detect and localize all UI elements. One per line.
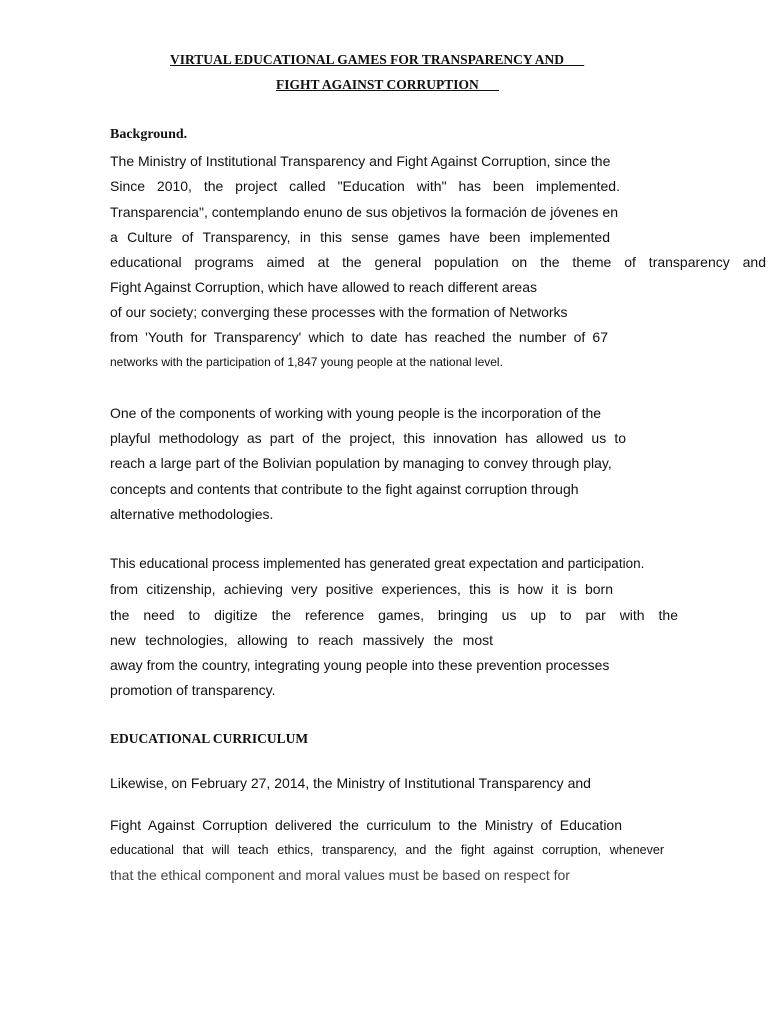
background-line: a Culture of Transparency, in this sense games have been implemented [110, 229, 610, 245]
paragraph-3-line: promotion of transparency. [110, 682, 276, 698]
paragraph-2-line: alternative methodologies. [110, 506, 274, 522]
curriculum-line: that the ethical component and moral values must be based on respect for [110, 867, 570, 883]
paragraph-2-line: concepts and contents that contribute to the fight against corruption through [110, 481, 579, 497]
background-line: Since 2010, the project called "Education with" has been implemented. [110, 178, 620, 194]
paragraph-2-line: playful methodology as part of the project, this innovation has allowed us to [110, 430, 626, 446]
paragraph-2-line: reach a large part of the Bolivian population by managing to convey through play, [110, 455, 612, 471]
curriculum-line: Likewise, on February 27, 2014, the Ministry of Institutional Transparency and [110, 775, 591, 791]
curriculum-line: Fight Against Corruption delivered the curriculum to the Ministry of Education [110, 817, 622, 833]
curriculum-heading: EDUCATIONAL CURRICULUM [110, 731, 309, 746]
paragraph-2-line: One of the components of working with young people is the incorporation of the [110, 405, 602, 421]
paragraph-3-line: the need to digitize the reference games, bringing us up to par with the [110, 607, 678, 623]
document-title-line-2: FIGHT AGAINST CORRUPTION [276, 77, 500, 92]
curriculum-line: educational that will teach ethics, transparency, and the fight against corruption, whenever [110, 843, 664, 857]
background-line: networks with the participation of 1,847 young people at the national level. [110, 355, 503, 369]
paragraph-3-line: away from the country, integrating young people into these prevention processes [110, 657, 610, 673]
document-title-line-1: VIRTUAL EDUCATIONAL GAMES FOR TRANSPARENCY AND [170, 52, 585, 67]
paragraph-3-line: This educational process implemented has generated great expectation and participation. [110, 556, 645, 571]
background-line: The Ministry of Institutional Transparency and Fight Against Corruption, since the [110, 153, 611, 169]
paragraph-3-line: new technologies, allowing to reach massively the most [110, 632, 493, 648]
background-line: of our society; converging these processes with the formation of Networks [110, 304, 568, 320]
background-line: Fight Against Corruption, which have allowed to reach different areas [110, 279, 537, 295]
background-line: educational programs aimed at the general population on the theme of transparency and [110, 254, 766, 270]
paragraph-3-line: from citizenship, achieving very positive experiences, this is how it is born [110, 581, 613, 597]
background-heading: Background. [110, 127, 188, 142]
background-line: Transparencia", contemplando enuno de sus objetivos la formación de jóvenes en [110, 204, 618, 220]
background-line: from 'Youth for Transparency' which to date has reached the number of 67 [110, 329, 608, 345]
